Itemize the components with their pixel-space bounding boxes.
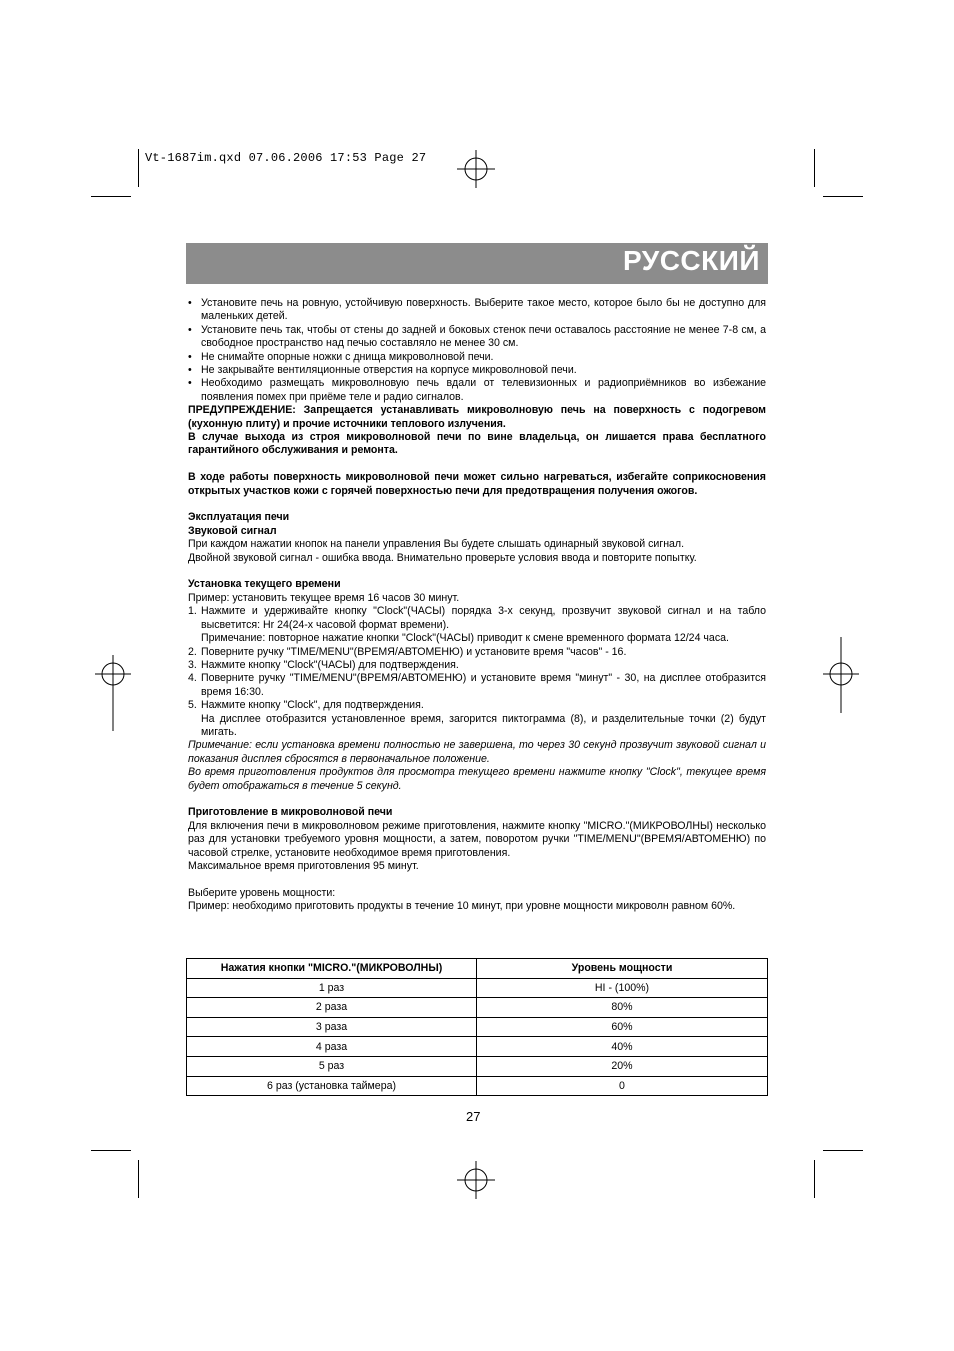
column-header: Уровень мощности [477,959,768,979]
printer-slug: Vt-1687im.qxd 07.06.2006 17:53 Page 27 [145,151,427,165]
section-title-clock: Установка текущего времени [188,578,341,591]
power-level-table [186,958,768,1096]
list-item: • Установите печь на ровную, устойчивую поверхность. Выберите такое место, которое было бы не доступно для маленьких детей. [188,297,766,324]
table-row [187,1037,768,1057]
manual-content [188,297,766,914]
warning-text: Запрещается устанавливать микроволновую печь на поверхность с подогревом (кухонную плиту) и прочие источники теплового излучения. [188,404,766,430]
section-title-micro: Приготовление в микроволновой печи [188,806,393,819]
crop-mark [823,1150,863,1151]
table-cell: 3 раза [187,1017,477,1037]
warning-label: ПРЕДУПРЕЖДЕНИЕ: [188,404,296,417]
section-title-operation: Эксплуатация печи [188,511,290,524]
paragraph: Выберите уровень мощности: [188,886,336,899]
paragraph: Пример: необходимо приготовить продукты в течение 10 минут, при уровне мощности микроволн равном 60%. [188,900,736,913]
table-cell: 60% [477,1017,768,1037]
registration-mark-icon [95,655,131,731]
table-cell: 0 [477,1076,768,1096]
paragraph: Максимальное время приготовления 95 минут. [188,860,419,872]
column-header: Нажатия кнопки "MICRO."(МИКРОВОЛНЫ) [187,959,477,979]
table-cell: 5 раз [187,1056,477,1076]
paragraph: Для включения печи в микроволновом режиме приготовления, нажмите кнопку "MICRO."(МИКРОВОЛНЫ) несколько раз для установки требуемого уровня мощности, а затем, поворотом ручки "TIME/MENU"(ВРЕМЯ/АВТОМЕНЮ) по часовой стрелке, установите необходимое время приготовления. [188,819,766,859]
list-item: • Не закрывайте вентиляционные отверстия на корпусе микроволновой печи. [188,364,766,377]
table-row [187,1056,768,1076]
crop-mark [138,149,139,187]
crop-mark [823,196,863,197]
table-cell: HI - (100%) [477,978,768,998]
paragraph: При каждом нажатии кнопок на панели управления Вы будете слышать одинарный звуковой сигнал. [188,538,685,551]
registration-mark-icon [457,150,495,188]
table-cell: 80% [477,998,768,1018]
crop-mark [814,149,815,187]
crop-mark [91,1150,131,1151]
section-title-sound: Звуковой сигнал [188,524,277,537]
table-header-row [187,959,768,979]
note: Примечание: если установка времени полностью не завершена, то через 30 секунд прозвучит звуковой сигнал и показания дисплея сбросятся в первоначальное положение. [188,739,766,765]
step-item: 1. Нажмите и удерживайте кнопку "Clock"(ЧАСЫ) порядка 3-х секунд, прозвучит звуковой сигнал и на табло высветится: Hr 24(24-х часовой формат времени). Примечание: повторное нажатие кнопки "Clock"(ЧАСЫ) приводит к смене временного формата 12/24 часа. [188,605,766,645]
page-title: РУССКИЙ [622,245,760,276]
paragraph: Двойной звуковой сигнал - ошибка ввода. Внимательно проверьте условия ввода и повторите попытку. [188,551,697,564]
table-cell: 20% [477,1056,768,1076]
warranty-note: В случае выхода из строя микроволновой печи по вине владельца, он лишается права бесплатного гарантийного обслуживания и ремонта. [188,431,766,457]
paragraph: Пример: установить текущее время 16 часов 30 минут. [188,591,460,604]
list-item: • Установите печь так, чтобы от стены до задней и боковых стенок печи оставалось расстояние не менее 7-8 см, а свободное пространство над печью составляло не менее 30 см. [188,324,766,351]
step-item: 5. Нажмите кнопку "Clock", для подтверждения. На дисплее отобразится установленное время, загорится пиктограмма (8), и разделительные точки (2) будут мигать. [188,699,766,738]
warning-paragraph [188,404,766,431]
table-row [187,998,768,1018]
page-number: 27 [466,1109,481,1124]
table-row [187,1076,768,1096]
language-banner [186,243,768,284]
crop-mark [91,196,131,197]
table-cell: 4 раза [187,1037,477,1057]
table-row [187,1017,768,1037]
crop-mark [814,1160,815,1198]
table-cell: 6 раз (установка таймера) [187,1076,477,1096]
step-item: 4. Поверните ручку "TIME/MENU"(ВРЕМЯ/АВТОМЕНЮ) и установите время "минут" - 30, на дисплее отобразится время 16:30. [188,672,766,698]
list-item: • Необходимо размещать микроволновую печь вдали от телевизионных и радиоприёмников во избежание появления помех при приёме теле и радио сигналов. [188,377,766,404]
table-cell: 2 раза [187,998,477,1018]
note: Во время приготовления продуктов для просмотра текущего времени нажмите кнопку "Clock", текущее время будет отображаться в течение 5 секунд. [188,766,766,792]
table-row [187,978,768,998]
crop-mark [138,1160,139,1198]
registration-mark-icon [457,1161,495,1199]
table-cell: 1 раз [187,978,477,998]
step-item: 2. Поверните ручку "TIME/MENU"(ВРЕМЯ/АВТОМЕНЮ) и установите время "часов" - 16. [188,645,627,658]
list-item: • Не снимайте опорные ножки с днища микроволновой печи. [188,351,766,364]
hot-surface-warning: В ходе работы поверхность микроволновой печи может сильно нагреваться, избегайте соприкосновения открытых участков кожи с горячей поверхностью печи для предотвращения получения ожогов. [188,471,766,497]
table-cell: 40% [477,1037,768,1057]
registration-mark-icon [823,637,859,713]
step-item: 3. Нажмите кнопку "Clock"(ЧАСЫ) для подтверждения. [188,658,459,671]
